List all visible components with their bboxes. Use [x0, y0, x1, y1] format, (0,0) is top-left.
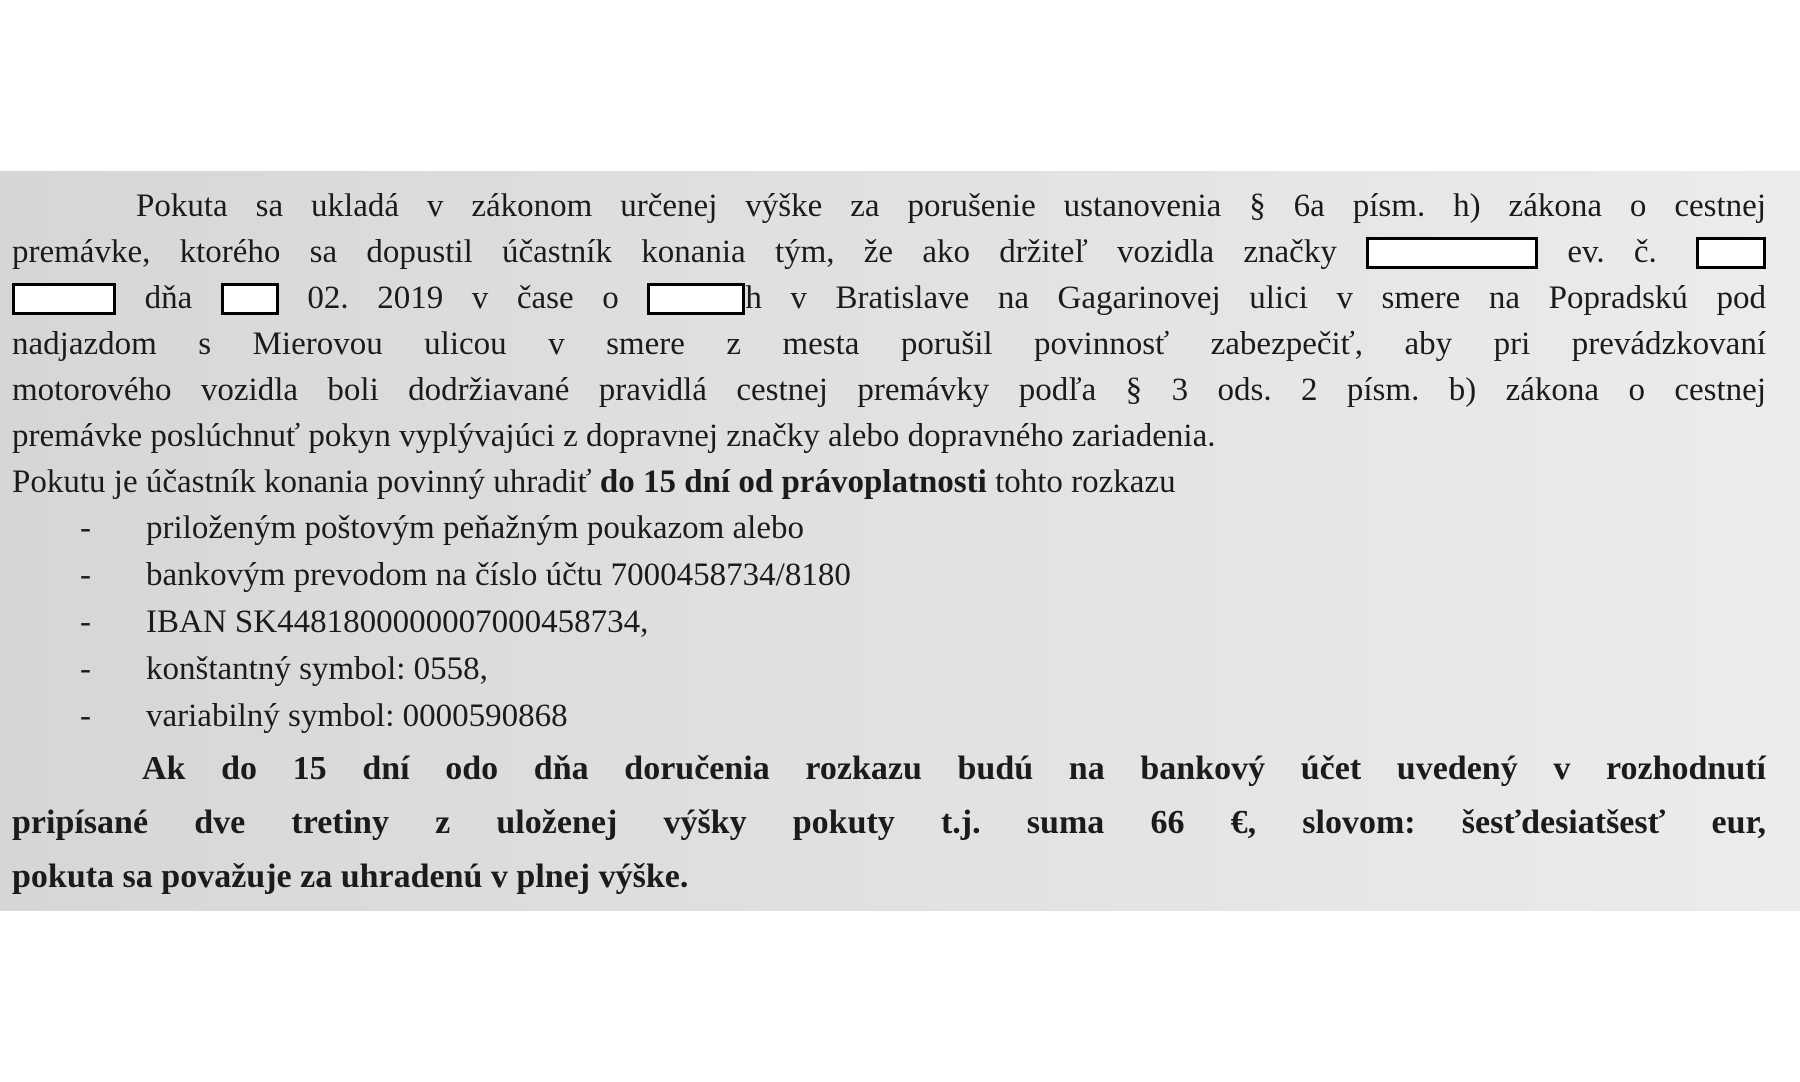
paragraph-line-2-text: premávke, ktorého sa dopustil účastník konania tým, že ako držiteľ vozidla značky	[12, 234, 1337, 270]
payment-method-item	[12, 552, 1766, 599]
redacted-vehicle-brand	[1366, 237, 1538, 269]
payment-method-text: variabilný symbol: 0000590868	[146, 698, 568, 734]
paragraph-line-5: motorového vozidla boli dodržiavané pravidlá cestnej premávky podľa § 3 ods. 2 písm. b) zákona o cestnej	[12, 372, 1766, 408]
document-text	[12, 183, 1766, 904]
paragraph-line-2-ev: ev. č.	[1567, 234, 1657, 270]
redacted-registration-number-cont	[12, 283, 116, 315]
payment-method-item	[12, 693, 1766, 740]
fine-paragraph	[12, 183, 1766, 459]
final-notice	[12, 742, 1766, 904]
paragraph-line-3-date: 02. 2019 v čase o	[307, 280, 619, 316]
payment-intro-end: tohto rozkazu	[995, 464, 1176, 500]
list-dash: -	[80, 604, 91, 640]
document-page	[0, 171, 1800, 911]
paragraph-line-6: premávke poslúchnuť pokyn vyplývajúci z dopravnej značky alebo dopravného zariadenia.	[12, 418, 1216, 454]
list-dash: -	[80, 698, 91, 734]
final-notice-line-2: pripísané dve tretiny z uloženej výšky pokuty t.j. suma 66 €, slovom: šesťdesiatšesť eur,	[12, 804, 1766, 841]
payment-method-text: priloženým poštovým peňažným poukazom alebo	[146, 510, 805, 546]
payment-method-item	[12, 646, 1766, 693]
final-notice-line-3: pokuta sa považuje za uhradenú v plnej výške.	[12, 858, 689, 895]
paragraph-line-1: Pokuta sa ukladá v zákonom určenej výške za porušenie ustanovenia § 6a písm. h) zákona o cestnej	[136, 188, 1766, 224]
redacted-day	[221, 283, 279, 315]
list-dash: -	[80, 510, 91, 546]
paragraph-line-2	[12, 229, 1766, 275]
paragraph-line-3-location: h v Bratislave na Gagarinovej ulici v smere na Popradskú pod	[745, 280, 1767, 316]
payment-method-text: IBAN SK4481800000007000458734,	[146, 604, 649, 640]
paragraph-line-4: nadjazdom s Mierovou ulicou v smere z mesta porušil povinnosť zabezpečiť, aby pri prevádzkovaní	[12, 326, 1766, 362]
paragraph-line-3	[12, 275, 1766, 321]
payment-method-text: konštantný symbol: 0558,	[146, 651, 488, 687]
payment-deadline: do 15 dní od právoplatnosti	[599, 464, 987, 500]
payment-method-item	[12, 599, 1766, 646]
paragraph-line-3-day: dňa	[144, 280, 193, 316]
list-dash: -	[80, 557, 91, 593]
payment-intro-text: Pokutu je účastník konania povinný uhradiť	[12, 464, 592, 500]
redacted-registration-number	[1696, 237, 1766, 269]
payment-method-item	[12, 505, 1766, 552]
redacted-time	[647, 283, 745, 315]
payment-methods-list	[12, 505, 1766, 740]
payment-method-text: bankovým prevodom na číslo účtu 7000458734/8180	[146, 557, 851, 593]
final-notice-line-1: Ak do 15 dní odo dňa doručenia rozkazu budú na bankový účet uvedený v rozhodnutí	[142, 750, 1766, 787]
list-dash: -	[80, 651, 91, 687]
payment-intro	[12, 459, 1766, 505]
